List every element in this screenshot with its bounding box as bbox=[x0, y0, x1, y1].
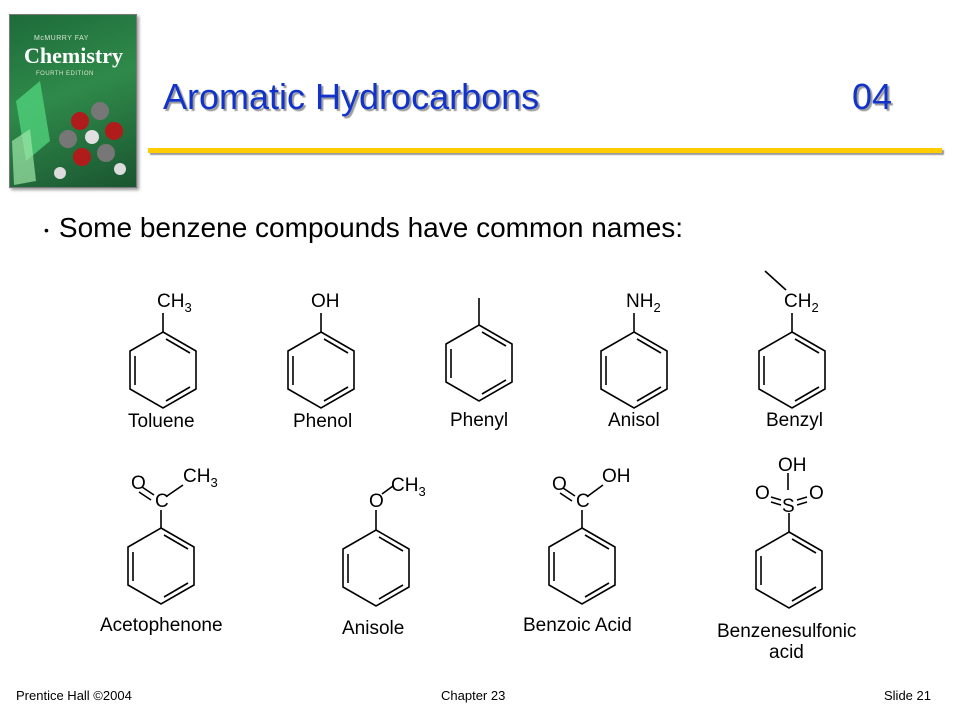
anisol-group: $NH_2$ bbox=[626, 291, 661, 315]
benzyl-group: $CH_2$ bbox=[784, 291, 819, 315]
benzoic-acid-structure bbox=[523, 466, 632, 636]
bullet-dot: • bbox=[44, 221, 49, 238]
bullet-text: Some benzene compounds have common names: bbox=[58, 212, 684, 243]
anisole-structure bbox=[342, 475, 426, 639]
sulfonic-o-left: O bbox=[755, 483, 770, 504]
footer-slide-number: Slide 21 bbox=[884, 688, 931, 703]
phenyl-label: Phenyl bbox=[450, 410, 509, 431]
sulfonic-oh: OH bbox=[778, 455, 807, 476]
benzenesulfonic-acid-structure bbox=[717, 455, 856, 663]
phenol-structure bbox=[288, 291, 354, 432]
footer-chapter: Chapter 23 bbox=[441, 688, 506, 703]
acetophenone-o: O bbox=[131, 473, 146, 494]
phenol-label: Phenol bbox=[293, 411, 353, 432]
cover-edition: FOURTH EDITION bbox=[36, 71, 94, 77]
benzyl-structure bbox=[759, 271, 825, 431]
anisol-label: Anisol bbox=[608, 410, 660, 431]
benzoic-c: C bbox=[576, 491, 590, 512]
toluene-structure bbox=[128, 291, 196, 432]
sulfonic-label-line2: acid bbox=[769, 642, 804, 663]
acetophenone-label: Acetophenone bbox=[100, 615, 223, 636]
toluene-label: Toluene bbox=[128, 411, 195, 432]
anisole-label: Anisole bbox=[342, 618, 405, 639]
acetophenone-structure bbox=[100, 466, 223, 636]
benzoic-o: O bbox=[552, 474, 567, 495]
slide-title: Aromatic Hydrocarbons bbox=[163, 76, 540, 117]
benzoic-acid-label: Benzoic Acid bbox=[523, 615, 632, 636]
anisole-methyl: $CH_3$ bbox=[391, 475, 426, 499]
anisole-o: O bbox=[369, 491, 384, 512]
cover-title: Chemistry bbox=[24, 43, 123, 68]
sulfonic-label-line1: Benzenesulfonic bbox=[717, 621, 857, 642]
anisol-structure bbox=[601, 291, 667, 431]
sulfonic-s: S bbox=[782, 496, 795, 517]
phenol-group: OH bbox=[311, 291, 340, 312]
sulfonic-o-right: O bbox=[809, 483, 824, 504]
toluene-group: $CH_3$ bbox=[157, 291, 192, 315]
footer-publisher: Prentice Hall ©2004 bbox=[16, 688, 132, 703]
acetophenone-methyl: $CH_3$ bbox=[183, 466, 218, 490]
benzoic-oh: OH bbox=[602, 466, 631, 487]
slide-section-number: 04 bbox=[852, 76, 893, 117]
acetophenone-c: C bbox=[155, 491, 169, 512]
phenyl-structure bbox=[446, 298, 512, 431]
cover-authors: McMURRY FAY bbox=[34, 35, 89, 42]
benzyl-label: Benzyl bbox=[766, 410, 824, 431]
